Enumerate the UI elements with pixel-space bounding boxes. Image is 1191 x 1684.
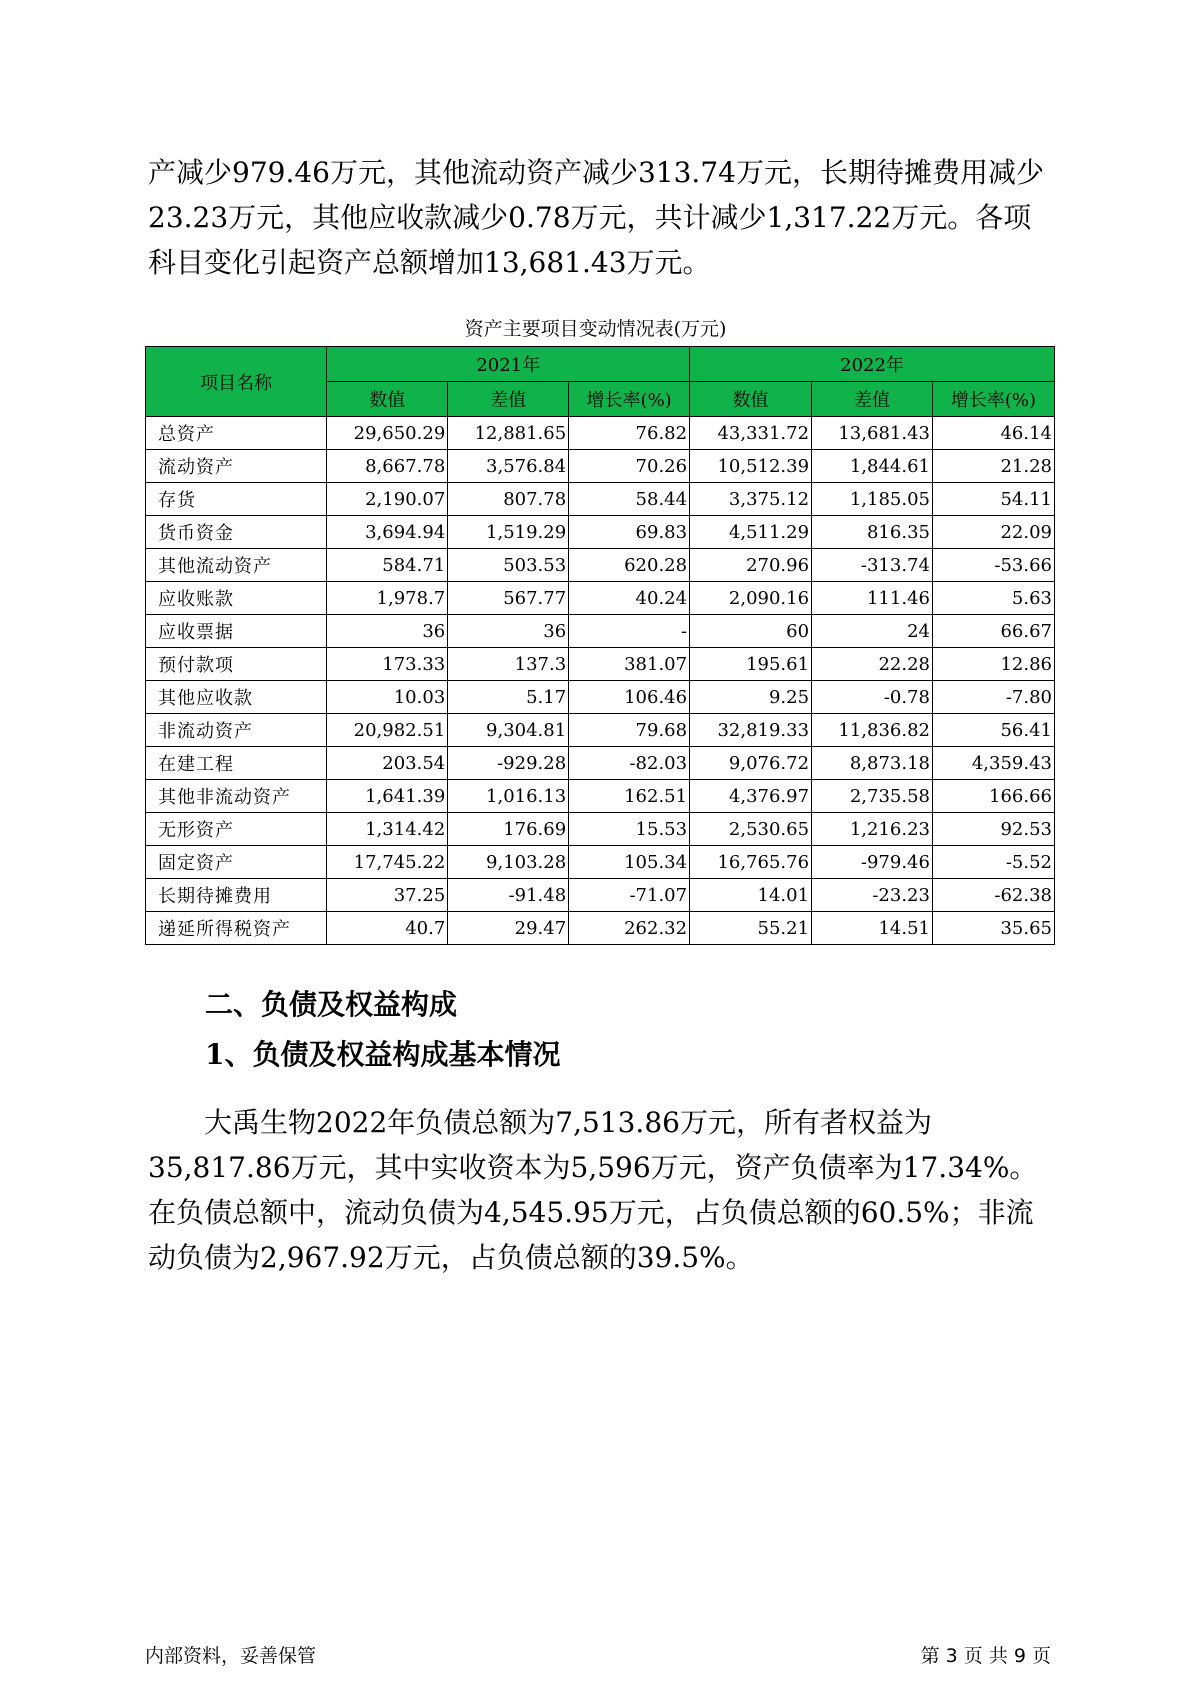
table-row <box>146 483 1055 516</box>
cell-g2022: 46.14 <box>932 417 1054 450</box>
cell-v2022: 43,331.72 <box>690 417 812 450</box>
cell-d2021: 137.3 <box>448 648 569 681</box>
cell-g2022: -7.80 <box>932 681 1054 714</box>
header-diff-2022: 差值 <box>812 382 933 417</box>
cell-g2022: 5.63 <box>932 582 1054 615</box>
cell-v2022: 16,765.76 <box>690 846 812 879</box>
table-row <box>146 516 1055 549</box>
cell-d2022: 13,681.43 <box>812 417 933 450</box>
header-value-2021: 数值 <box>327 382 448 417</box>
cell-d2021: 503.53 <box>448 549 569 582</box>
cell-d2021: -929.28 <box>448 747 569 780</box>
header-growth-2021: 增长率(%) <box>569 382 690 417</box>
table-row <box>146 582 1055 615</box>
row-item-name: 长期待摊费用 <box>146 879 327 912</box>
cell-g2022: 56.41 <box>932 714 1054 747</box>
row-item-name: 非流动资产 <box>146 714 327 747</box>
cell-g2021: 620.28 <box>569 549 690 582</box>
cell-v2021: 40.7 <box>327 912 448 945</box>
cell-v2022: 9,076.72 <box>690 747 812 780</box>
cell-d2022: -979.46 <box>812 846 933 879</box>
cell-d2021: 9,103.28 <box>448 846 569 879</box>
table-row <box>146 549 1055 582</box>
cell-d2021: 29.47 <box>448 912 569 945</box>
cell-v2022: 10,512.39 <box>690 450 812 483</box>
row-item-name: 总资产 <box>146 417 327 450</box>
footer-confidential-note: 内部资料，妥善保管 <box>145 1645 317 1667</box>
cell-d2021: 567.77 <box>448 582 569 615</box>
cell-g2021: 79.68 <box>569 714 690 747</box>
table-row <box>146 417 1055 450</box>
cell-d2022: -313.74 <box>812 549 933 582</box>
cell-d2022: 8,873.18 <box>812 747 933 780</box>
cell-g2021: 162.51 <box>569 780 690 813</box>
cell-v2021: 20,982.51 <box>327 714 448 747</box>
cell-v2022: 270.96 <box>690 549 812 582</box>
cell-v2021: 29,650.29 <box>327 417 448 450</box>
cell-v2021: 2,190.07 <box>327 483 448 516</box>
table-row <box>146 780 1055 813</box>
cell-g2022: 21.28 <box>932 450 1054 483</box>
cell-d2022: 111.46 <box>812 582 933 615</box>
cell-v2021: 37.25 <box>327 879 448 912</box>
cell-d2021: 3,576.84 <box>448 450 569 483</box>
row-item-name: 其他非流动资产 <box>146 780 327 813</box>
cell-d2021: 5.17 <box>448 681 569 714</box>
cell-d2022: 816.35 <box>812 516 933 549</box>
asset-change-table <box>145 346 1055 945</box>
cell-v2022: 4,376.97 <box>690 780 812 813</box>
cell-v2022: 60 <box>690 615 812 648</box>
table-body <box>146 417 1055 945</box>
row-item-name: 在建工程 <box>146 747 327 780</box>
cell-g2022: -62.38 <box>932 879 1054 912</box>
cell-v2021: 10.03 <box>327 681 448 714</box>
cell-v2022: 32,819.33 <box>690 714 812 747</box>
cell-v2021: 173.33 <box>327 648 448 681</box>
cell-v2022: 55.21 <box>690 912 812 945</box>
subsection-heading: 1、负债及权益构成基本情况 <box>205 1038 561 1071</box>
table-row <box>146 879 1055 912</box>
row-item-name: 应收票据 <box>146 615 327 648</box>
cell-d2022: 2,735.58 <box>812 780 933 813</box>
table-caption: 资产主要项目变动情况表(万元) <box>464 318 727 340</box>
cell-g2021: - <box>569 615 690 648</box>
cell-d2022: 1,216.23 <box>812 813 933 846</box>
cell-g2021: 15.53 <box>569 813 690 846</box>
cell-g2022: 22.09 <box>932 516 1054 549</box>
cell-g2022: -53.66 <box>932 549 1054 582</box>
cell-d2022: 1,844.61 <box>812 450 933 483</box>
cell-g2022: 66.67 <box>932 615 1054 648</box>
cell-v2022: 3,375.12 <box>690 483 812 516</box>
cell-d2022: -0.78 <box>812 681 933 714</box>
table-row <box>146 846 1055 879</box>
header-year-2021: 2021年 <box>327 347 690 382</box>
cell-v2021: 203.54 <box>327 747 448 780</box>
cell-d2022: -23.23 <box>812 879 933 912</box>
row-item-name: 其他应收款 <box>146 681 327 714</box>
intro-paragraph: 产减少979.46万元，其他流动资产减少313.74万元，长期待摊费用减少23.23万元，其他应收款减少0.78万元，共计减少1,317.22万元。各项科目变化引起资产总额增加13,681.43万元。 <box>148 156 1044 279</box>
cell-g2022: 4,359.43 <box>932 747 1054 780</box>
cell-v2021: 3,694.94 <box>327 516 448 549</box>
cell-v2021: 17,745.22 <box>327 846 448 879</box>
cell-g2021: 106.46 <box>569 681 690 714</box>
cell-d2021: 12,881.65 <box>448 417 569 450</box>
footer-page-number: 第 3 页 共 9 页 <box>920 1645 1051 1667</box>
row-item-name: 流动资产 <box>146 450 327 483</box>
body-paragraph: 大禹生物2022年负债总额为7,513.86万元，所有者权益为35,817.86万元，其中实收资本为5,596万元，资产负债率为17.34%。在负债总额中，流动负债为4,545.95万元，占负债总额的60.5%；非流动负债为2,967.92万元，占负债总额的39.5%。 <box>148 1106 1038 1274</box>
cell-d2022: 24 <box>812 615 933 648</box>
cell-g2021: -82.03 <box>569 747 690 780</box>
cell-g2021: 381.07 <box>569 648 690 681</box>
row-item-name: 递延所得税资产 <box>146 912 327 945</box>
table-row <box>146 648 1055 681</box>
cell-v2022: 2,090.16 <box>690 582 812 615</box>
cell-v2021: 1,314.42 <box>327 813 448 846</box>
cell-d2021: 176.69 <box>448 813 569 846</box>
cell-d2022: 14.51 <box>812 912 933 945</box>
cell-v2022: 2,530.65 <box>690 813 812 846</box>
cell-g2021: 70.26 <box>569 450 690 483</box>
cell-v2022: 9.25 <box>690 681 812 714</box>
cell-d2021: 9,304.81 <box>448 714 569 747</box>
table-row <box>146 813 1055 846</box>
cell-g2022: 12.86 <box>932 648 1054 681</box>
cell-g2021: 40.24 <box>569 582 690 615</box>
cell-g2021: 262.32 <box>569 912 690 945</box>
cell-v2022: 4,511.29 <box>690 516 812 549</box>
cell-g2022: 35.65 <box>932 912 1054 945</box>
cell-g2022: -5.52 <box>932 846 1054 879</box>
header-item-name: 项目名称 <box>146 347 327 417</box>
cell-g2021: -71.07 <box>569 879 690 912</box>
table-row <box>146 747 1055 780</box>
header-year-2022: 2022年 <box>690 347 1055 382</box>
cell-v2021: 584.71 <box>327 549 448 582</box>
row-item-name: 无形资产 <box>146 813 327 846</box>
cell-g2022: 166.66 <box>932 780 1054 813</box>
cell-d2021: 807.78 <box>448 483 569 516</box>
table-row <box>146 912 1055 945</box>
row-item-name: 应收账款 <box>146 582 327 615</box>
header-value-2022: 数值 <box>690 382 812 417</box>
row-item-name: 预付款项 <box>146 648 327 681</box>
section-heading: 二、负债及权益构成 <box>205 988 458 1021</box>
cell-d2021: -91.48 <box>448 879 569 912</box>
row-item-name: 其他流动资产 <box>146 549 327 582</box>
cell-d2022: 11,836.82 <box>812 714 933 747</box>
table-row <box>146 714 1055 747</box>
table-row <box>146 450 1055 483</box>
table-row <box>146 615 1055 648</box>
cell-d2021: 36 <box>448 615 569 648</box>
cell-g2022: 92.53 <box>932 813 1054 846</box>
cell-v2022: 195.61 <box>690 648 812 681</box>
cell-v2022: 14.01 <box>690 879 812 912</box>
cell-g2021: 76.82 <box>569 417 690 450</box>
row-item-name: 存货 <box>146 483 327 516</box>
cell-d2022: 1,185.05 <box>812 483 933 516</box>
header-growth-2022: 增长率(%) <box>932 382 1054 417</box>
row-item-name: 货币资金 <box>146 516 327 549</box>
cell-d2022: 22.28 <box>812 648 933 681</box>
cell-v2021: 1,641.39 <box>327 780 448 813</box>
header-diff-2021: 差值 <box>448 382 569 417</box>
row-item-name: 固定资产 <box>146 846 327 879</box>
cell-g2022: 54.11 <box>932 483 1054 516</box>
cell-v2021: 36 <box>327 615 448 648</box>
cell-v2021: 8,667.78 <box>327 450 448 483</box>
cell-d2021: 1,519.29 <box>448 516 569 549</box>
cell-v2021: 1,978.7 <box>327 582 448 615</box>
cell-g2021: 58.44 <box>569 483 690 516</box>
cell-d2021: 1,016.13 <box>448 780 569 813</box>
table-row <box>146 681 1055 714</box>
cell-g2021: 105.34 <box>569 846 690 879</box>
cell-g2021: 69.83 <box>569 516 690 549</box>
